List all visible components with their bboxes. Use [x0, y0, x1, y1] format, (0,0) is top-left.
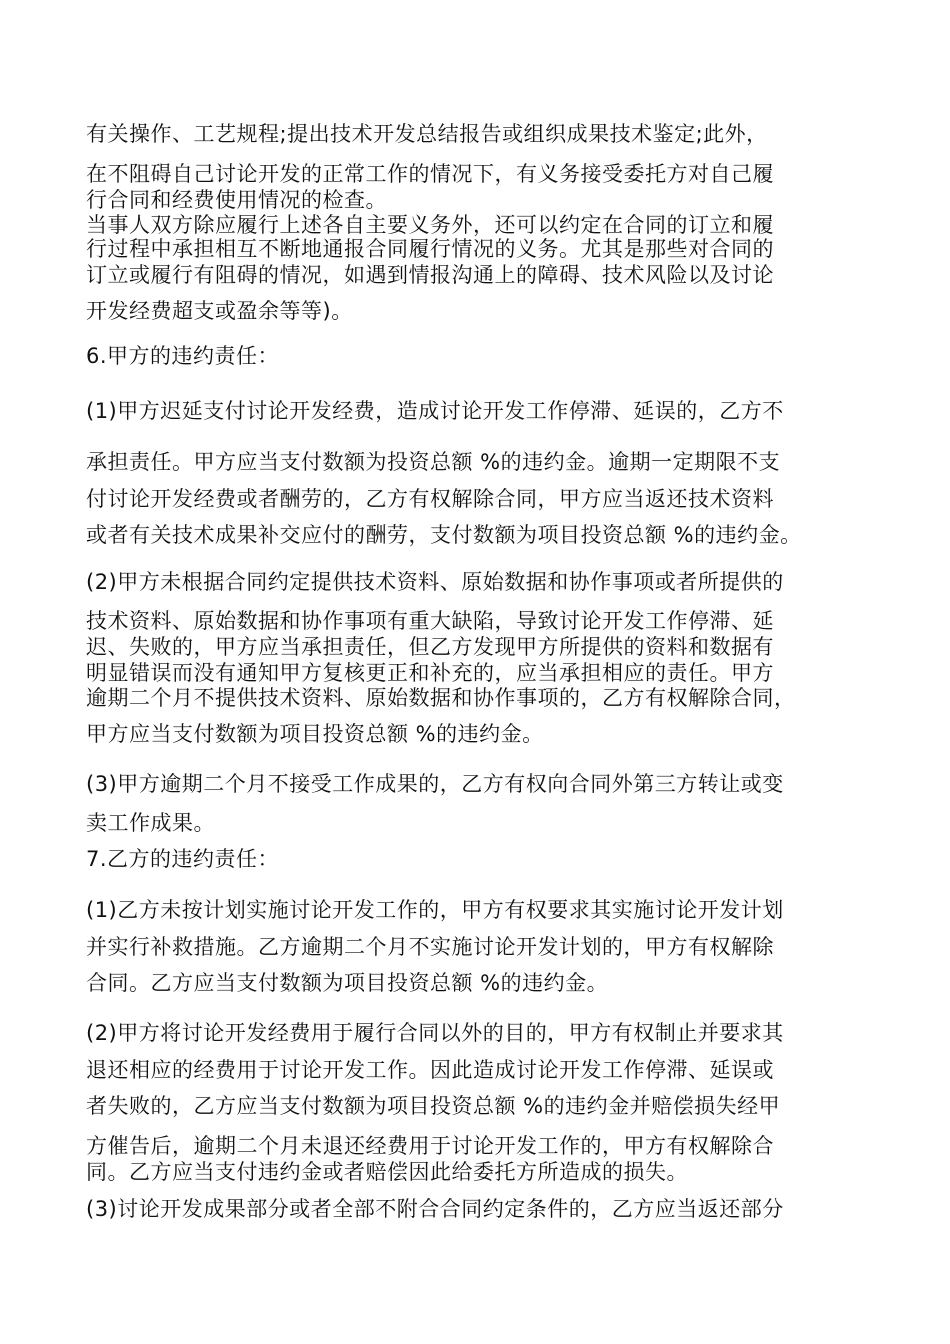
text-line: 逾期二个月不提供技术资料、原始数据和协作事项的，乙方有权解除合同，: [86, 686, 796, 710]
text-line: 在不阻碍自己讨论开发的正常工作的情况下，有义务接受委托方对自己履: [86, 162, 774, 186]
text-line: 甲方应当支付数额为项目投资总额 %的违约金。: [86, 722, 544, 746]
text-line: 方催告后，逾期二个月未退还经费用于讨论开发工作的，甲方有权解除合: [86, 1134, 774, 1158]
text-line: 同。乙方应当支付违约金或者赔偿因此给委托方所造成的损失。: [86, 1160, 688, 1184]
text-line: 承担责任。甲方应当支付数额为投资总额 %的违约金。逾期一定期限不支: [86, 450, 781, 474]
text-line: 付讨论开发经费或者酬劳的，乙方有权解除合同，甲方应当返还技术资料: [86, 487, 774, 511]
text-line: 或者有关技术成果补交应付的酬劳，支付数额为项目投资总额 %的违约金。: [86, 523, 802, 547]
text-line: 开发经费超支或盈余等等)。: [86, 299, 353, 323]
text-line: 明显错误而没有通知甲方复核更正和补充的，应当承担相应的责任。甲方: [86, 661, 774, 685]
text-line: (3)讨论开发成果部分或者全部不附合合同约定条件的，乙方应当返还部分: [86, 1197, 784, 1221]
section-heading: 7.乙方的违约责任：: [86, 847, 280, 871]
text-line: (3)甲方逾期二个月不接受工作成果的，乙方有权向合同外第三方转让或变: [86, 772, 784, 796]
text-line: 当事人双方除应履行上述各自主要义务外，还可以约定在合同的订立和履: [86, 213, 774, 237]
text-line: 者失败的，乙方应当支付数额为项目投资总额 %的违约金并赔偿损失经甲: [86, 1094, 781, 1118]
text-line: (2)甲方将讨论开发经费用于履行合同以外的目的，甲方有权制止并要求其: [86, 1021, 784, 1045]
text-line: 卖工作成果。: [86, 811, 215, 835]
text-line: 迟、失败的，甲方应当承担责任，但乙方发现甲方所提供的资料和数据有: [86, 635, 774, 659]
text-line: (1)乙方未按计划实施讨论开发工作的，甲方有权要求其实施讨论开发计划: [86, 898, 784, 922]
text-line: (1)甲方迟延支付讨论开发经费，造成讨论开发工作停滞、延误的，乙方不: [86, 399, 784, 423]
text-line: 订立或履行有阻碍的情况，如遇到情报沟通上的障碍、技术风险以及讨论: [86, 263, 774, 287]
text-line: 技术资料、原始数据和协作事项有重大缺陷，导致讨论开发工作停滞、延: [86, 609, 774, 633]
section-heading: 6.甲方的违约责任：: [86, 344, 280, 368]
text-line: 行合同和经费使用情况的检查。: [86, 188, 387, 212]
text-line: 并实行补救措施。乙方逾期二个月不实施讨论开发计划的，甲方有权解除: [86, 935, 774, 959]
text-line: 有关操作、工艺规程;提出技术开发总结报告或组织成果技术鉴定;此外，: [86, 122, 768, 146]
text-line: (2)甲方未根据合同约定提供技术资料、原始数据和协作事项或者所提供的: [86, 570, 784, 594]
text-line: 行过程中承担相互不断地通报合同履行情况的义务。尤其是那些对合同的: [86, 237, 774, 261]
text-line: 合同。乙方应当支付数额为项目投资总额 %的违约金。: [86, 971, 609, 995]
text-line: 退还相应的经费用于讨论开发工作。因此造成讨论开发工作停滞、延误或: [86, 1058, 774, 1082]
